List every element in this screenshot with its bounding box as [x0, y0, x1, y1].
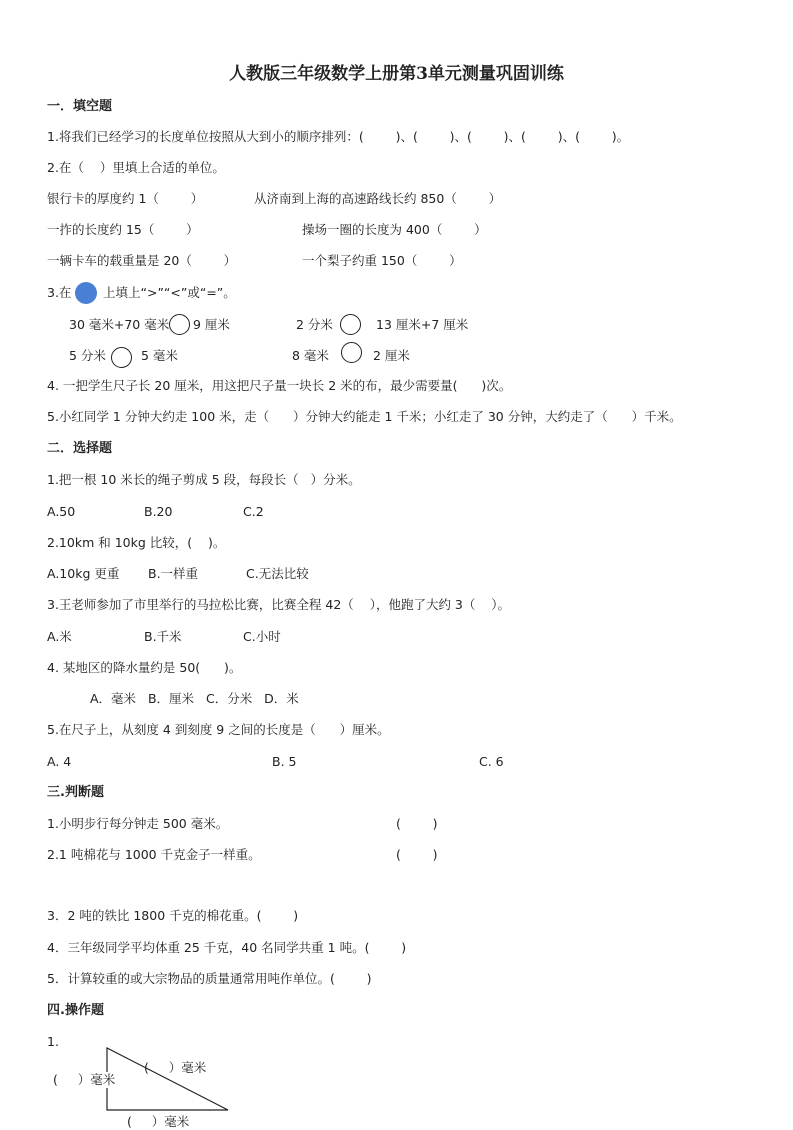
option-c: C. 6	[479, 754, 504, 769]
question-item: 一拃的长度约 15（ ）	[47, 222, 199, 237]
question-item: 操场一圈的长度为 400（ ）	[302, 222, 487, 237]
option-a: A.50	[47, 504, 76, 519]
question-text: 1.把一根 10 米长的绳子剪成 5 段，每段长（ ）分米。	[47, 472, 361, 487]
option-c: C.小时	[243, 629, 281, 644]
question-item: 一辆卡车的载重量是 20（ ）	[47, 253, 237, 268]
compare-left: 8 毫米	[292, 348, 329, 363]
triangle-label-left: ( ）毫米	[53, 1072, 116, 1087]
option-c: C.无法比较	[246, 566, 309, 581]
right-triangle	[107, 1048, 228, 1110]
triangle-label-bottom: ( ）毫米	[127, 1114, 190, 1129]
section-heading-choice: 二．选择题	[47, 441, 113, 456]
question-item: 银行卡的厚度约 1（ ）	[47, 191, 204, 206]
compare-left: 5 分米	[69, 348, 106, 363]
section-heading-judge: 三.判断题	[47, 785, 104, 800]
compare-right: 2 厘米	[373, 348, 410, 363]
question-text: 5.在尺子上，从刻度 4 到刻度 9 之间的长度是（ ）厘米。	[47, 722, 390, 737]
question-text: 2.在（ ）里填上合适的单位。	[47, 160, 225, 175]
question-text: 5.小红同学 1 分钟大约走 100 米，走（ ）分钟大约能走 1 千米；小红走了 30 分钟，大约走了（ ）千米。	[47, 409, 682, 424]
option-a: A.米	[47, 629, 72, 644]
option-c: C.2	[243, 504, 264, 519]
option-a: A. 4	[47, 754, 72, 769]
question-text: 3．2 吨的铁比 1800 千克的棉花重。( )	[47, 908, 299, 923]
section-heading-fill-blank: 一．填空题	[47, 99, 113, 114]
question-text: 3.在	[47, 285, 72, 300]
compare-right: 9 厘米	[193, 317, 230, 332]
question-text: 5．计算较重的或大宗物品的质量通常用吨作单位。( )	[47, 971, 372, 986]
question-text: 1.将我们已经学习的长度单位按照从大到小的顺序排列：( )、( )、( )、( )、( )。	[47, 129, 630, 144]
page-title: 人教版三年级数学上册第3单元测量巩固训练	[229, 64, 564, 84]
answer-blank[interactable]: ( )	[396, 847, 438, 862]
question-text: 4．三年级同学平均体重 25 千克，40 名同学共重 1 吨。( )	[47, 940, 407, 955]
question-text: 3.王老师参加了市里举行的马拉松比赛，比赛全程 42（ ），他跑了大约 3（ ）。	[47, 597, 511, 612]
options: A．毫米 B．厘米 C．分米 D．米	[90, 691, 299, 706]
option-b: B.一样重	[148, 566, 199, 581]
question-text: 1.	[47, 1034, 59, 1049]
section-heading-operation: 四.操作题	[47, 1003, 104, 1018]
compare-right: 5 毫米	[141, 348, 178, 363]
question-text: 1.小明步行每分钟走 500 毫米。	[47, 816, 229, 831]
option-b: B.20	[144, 504, 173, 519]
compare-right: 13 厘米+7 厘米	[376, 317, 469, 332]
question-text: 上填上“>”“<”或“=”。	[103, 285, 236, 300]
option-b: B.千米	[144, 629, 182, 644]
question-text: 2.1 吨棉花与 1000 千克金子一样重。	[47, 847, 261, 862]
question-item: 从济南到上海的高速路线长约 850（ ）	[254, 191, 502, 206]
compare-left: 30 毫米+70 毫米	[69, 317, 170, 332]
option-a: A.10kg 更重	[47, 566, 120, 581]
compare-left: 2 分米	[296, 317, 333, 332]
question-text: 2.10km 和 10kg 比较，( )。	[47, 535, 226, 550]
option-b: B. 5	[272, 754, 297, 769]
answer-blank[interactable]: ( )	[396, 816, 438, 831]
question-text: 4. 某地区的降水量约是 50( )。	[47, 660, 242, 675]
question-item: 一个梨子约重 150（ ）	[302, 253, 462, 268]
triangle-label-hypotenuse: ( ）毫米	[144, 1060, 207, 1075]
question-text: 4. 一把学生尺子长 20 厘米，用这把尺子量一块长 2 米的布，最少需要量( )次。	[47, 378, 512, 393]
